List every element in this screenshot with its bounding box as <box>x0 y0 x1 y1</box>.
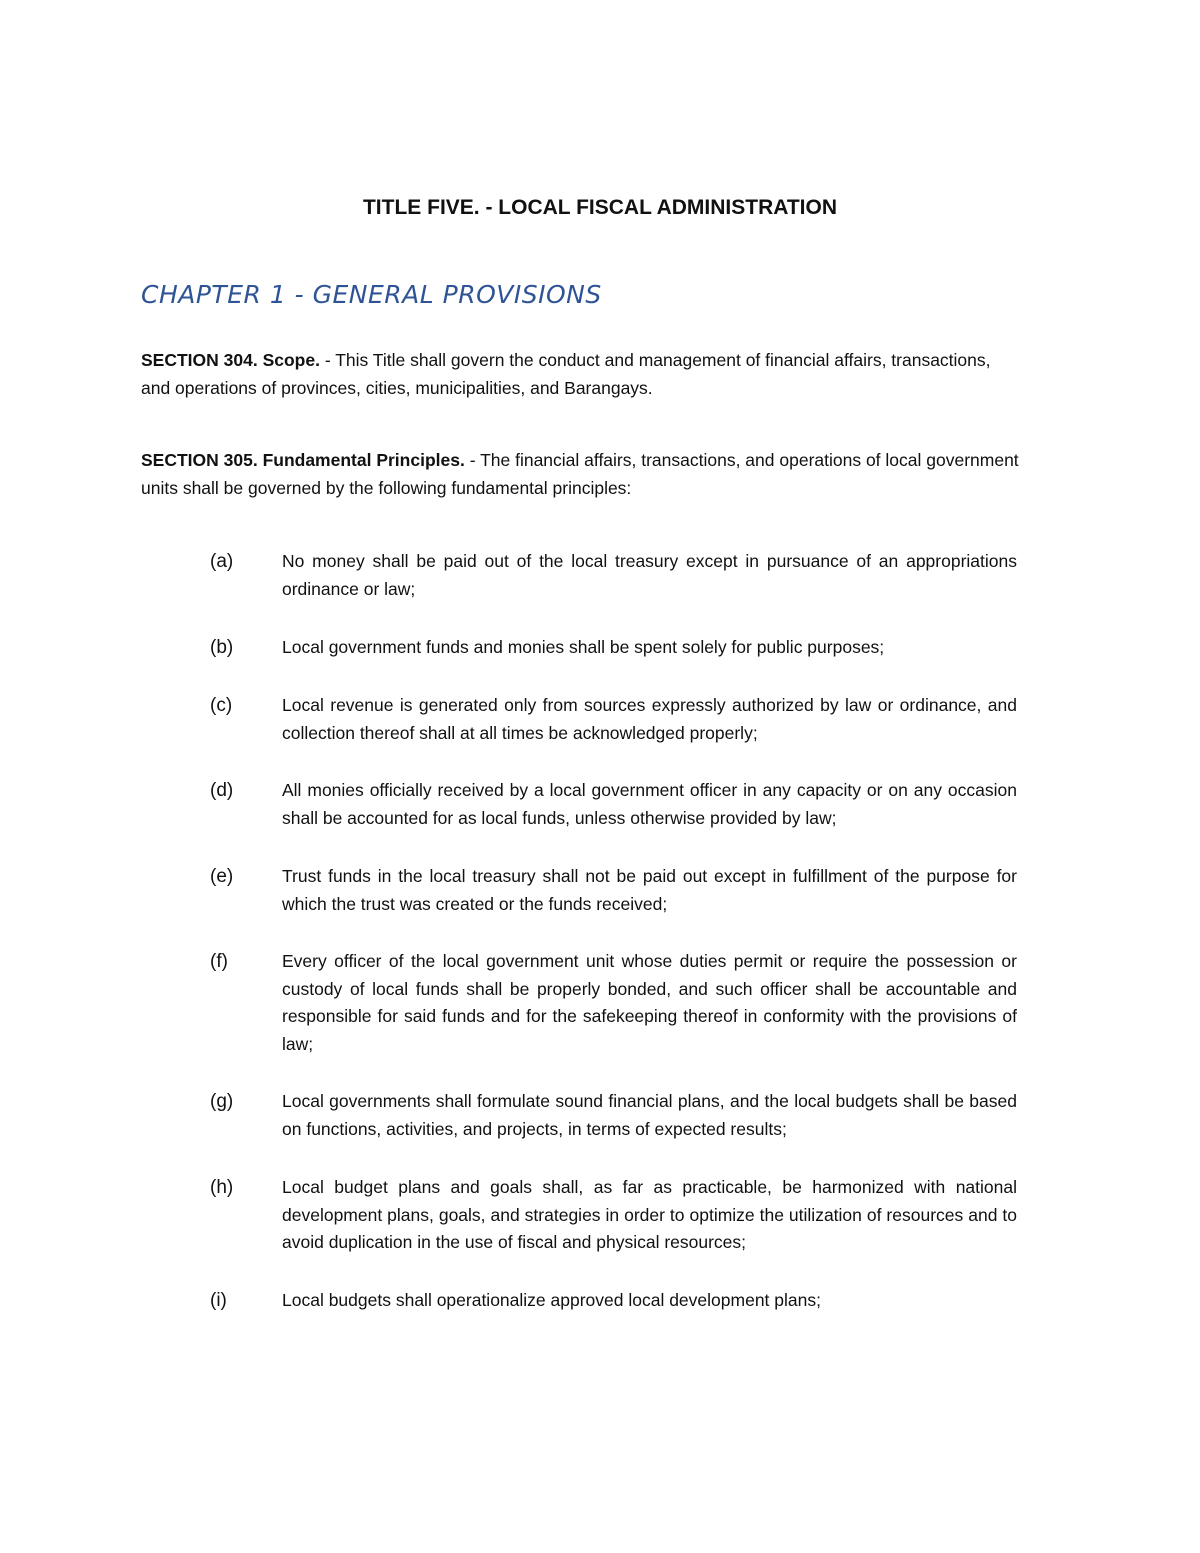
item-letter: (h) <box>210 1177 234 1198</box>
section-304-heading: SECTION 304. Scope. <box>141 350 320 370</box>
item-text: Local budgets shall operationalize approved local development plans; <box>282 1290 821 1310</box>
item-letter: (a) <box>210 551 234 572</box>
section-305 <box>141 446 1021 502</box>
item-letter: (d) <box>210 780 234 801</box>
section-305-body: - The financial affairs, transactions, and operations of local government units shall be governed by the following fundamental principles: <box>141 450 1019 498</box>
item-text: Trust funds in the local treasury shall not be paid out except in fulfillment of the purpose for which the trust was created or the funds received; <box>282 866 1017 914</box>
item-text: Local governments shall formulate sound financial plans, and the local budgets shall be based on functions, activities, and projects, in terms of expected results; <box>282 1091 1017 1139</box>
item-text: Local budget plans and goals shall, as far as practicable, be harmonized with national development plans, goals, and strategies in order to optimize the utilization of resources and to avoid duplication in the use of fiscal and physical resources; <box>282 1177 1017 1252</box>
item-text: Local government funds and monies shall be spent solely for public purposes; <box>282 637 885 657</box>
item-text: Every officer of the local government unit whose duties permit or require the possession or custody of local funds shall be properly bonded, and such officer shall be accountable and responsible for said funds and for the safekeeping thereof in conformity with the provisions of law; <box>282 951 1017 1054</box>
item-letter: (f) <box>210 951 228 972</box>
section-304 <box>141 346 1021 402</box>
item-text: All monies officially received by a local government officer in any capacity or on any occasion shall be accounted for as local funds, unless otherwise provided by law; <box>282 780 1017 828</box>
item-letter: (b) <box>210 637 234 658</box>
item-letter: (i) <box>210 1290 227 1311</box>
document-title: TITLE FIVE. - LOCAL FISCAL ADMINISTRATION <box>362 196 838 219</box>
chapter-heading: CHAPTER 1 - GENERAL PROVISIONS <box>141 280 602 309</box>
section-305-heading: SECTION 305. Fundamental Principles. <box>141 450 465 470</box>
item-letter: (e) <box>210 866 234 887</box>
item-text: No money shall be paid out of the local treasury except in pursuance of an appropriations ordinance or law; <box>282 551 1017 599</box>
item-letter: (c) <box>210 695 233 716</box>
item-letter: (g) <box>210 1091 234 1112</box>
section-304-body: - This Title shall govern the conduct and management of financial affairs, transactions, and operations of provinces, cities, municipalities, and Barangays. <box>141 350 991 398</box>
item-text: Local revenue is generated only from sources expressly authorized by law or ordinance, and collection thereof shall at all times be acknowledged properly; <box>282 695 1017 743</box>
